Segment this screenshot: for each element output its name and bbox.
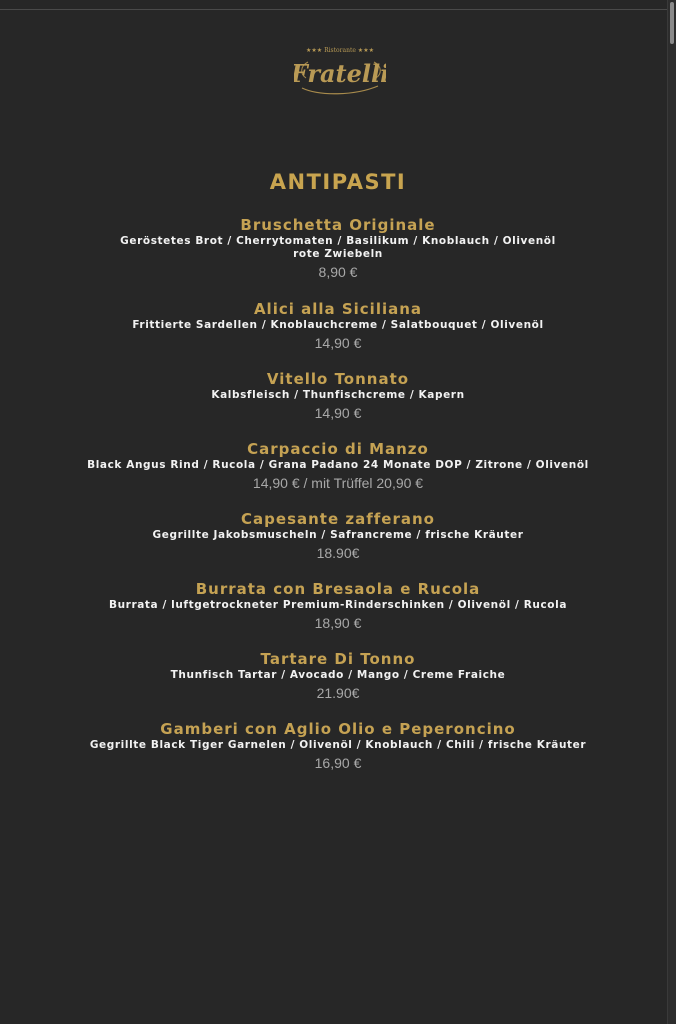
menu-item	[0, 509, 676, 579]
menu-item	[0, 579, 676, 649]
item-name: Bruschetta Originale	[240, 216, 436, 234]
item-price: 14,90 € / mit Trüffel 20,90 €	[252, 475, 424, 491]
scrollbar[interactable]	[667, 0, 676, 1024]
menu-item	[0, 649, 676, 719]
item-price: 14,90 €	[314, 335, 362, 351]
item-description: Gegrillte Black Tiger Garnelen / Olivenöl / Knoblauch / Chili / frische Kräuter	[89, 739, 587, 751]
menu-item	[0, 369, 676, 439]
item-description-line2: rote Zwiebeln	[293, 248, 383, 260]
item-price: 21.90€	[316, 685, 360, 701]
menu-item	[0, 299, 676, 369]
fratelli-logo[interactable]	[294, 40, 386, 102]
item-name: Burrata con Bresaola e Rucola	[195, 580, 481, 598]
item-name: Capesante zafferano	[241, 510, 435, 528]
logo-name: Fratelli	[294, 59, 386, 88]
top-divider	[0, 9, 668, 10]
item-description: Kalbsfleisch / Thunfischcreme / Kapern	[211, 389, 465, 401]
item-description: Geröstetes Brot / Cherrytomaten / Basilikum / Knoblauch / Olivenöl	[120, 235, 556, 247]
item-price: 18,90 €	[314, 615, 362, 631]
menu-item	[0, 215, 676, 299]
item-price: 16,90 €	[314, 755, 362, 771]
item-name: Alici alla Siciliana	[253, 300, 423, 318]
item-description: Black Angus Rind / Rucola / Grana Padano 24 Monate DOP / Zitrone / Olivenöl	[87, 459, 589, 471]
item-description: Gegrillte Jakobsmuscheln / Safrancreme / frische Kräuter	[152, 529, 524, 541]
scrollbar-thumb[interactable]	[670, 2, 674, 44]
item-name: Vitello Tonnato	[266, 370, 410, 388]
item-name: Gamberi con Aglio Olio e Peperoncino	[160, 720, 516, 738]
item-name: Tartare Di Tonno	[260, 650, 416, 668]
logo-graphic	[294, 40, 386, 102]
item-price: 18.90€	[316, 545, 360, 561]
section-title: ANTIPASTI	[269, 170, 407, 194]
item-description: Thunfisch Tartar / Avocado / Mango / Creme Fraiche	[170, 669, 506, 681]
item-name: Carpaccio di Manzo	[247, 440, 429, 458]
item-price: 14,90 €	[314, 405, 362, 421]
item-description: Burrata / luftgetrockneter Premium-Rinderschinken / Olivenöl / Rucola	[108, 599, 567, 611]
menu-item	[0, 439, 676, 509]
item-description: Frittierte Sardellen / Knoblauchcreme / Salatbouquet / Olivenöl	[132, 319, 544, 331]
logo-tagline: ★★★ Ristorante ★★★	[306, 47, 374, 54]
item-price: 8,90 €	[318, 264, 358, 280]
menu-list	[0, 215, 676, 789]
menu-item	[0, 719, 676, 789]
